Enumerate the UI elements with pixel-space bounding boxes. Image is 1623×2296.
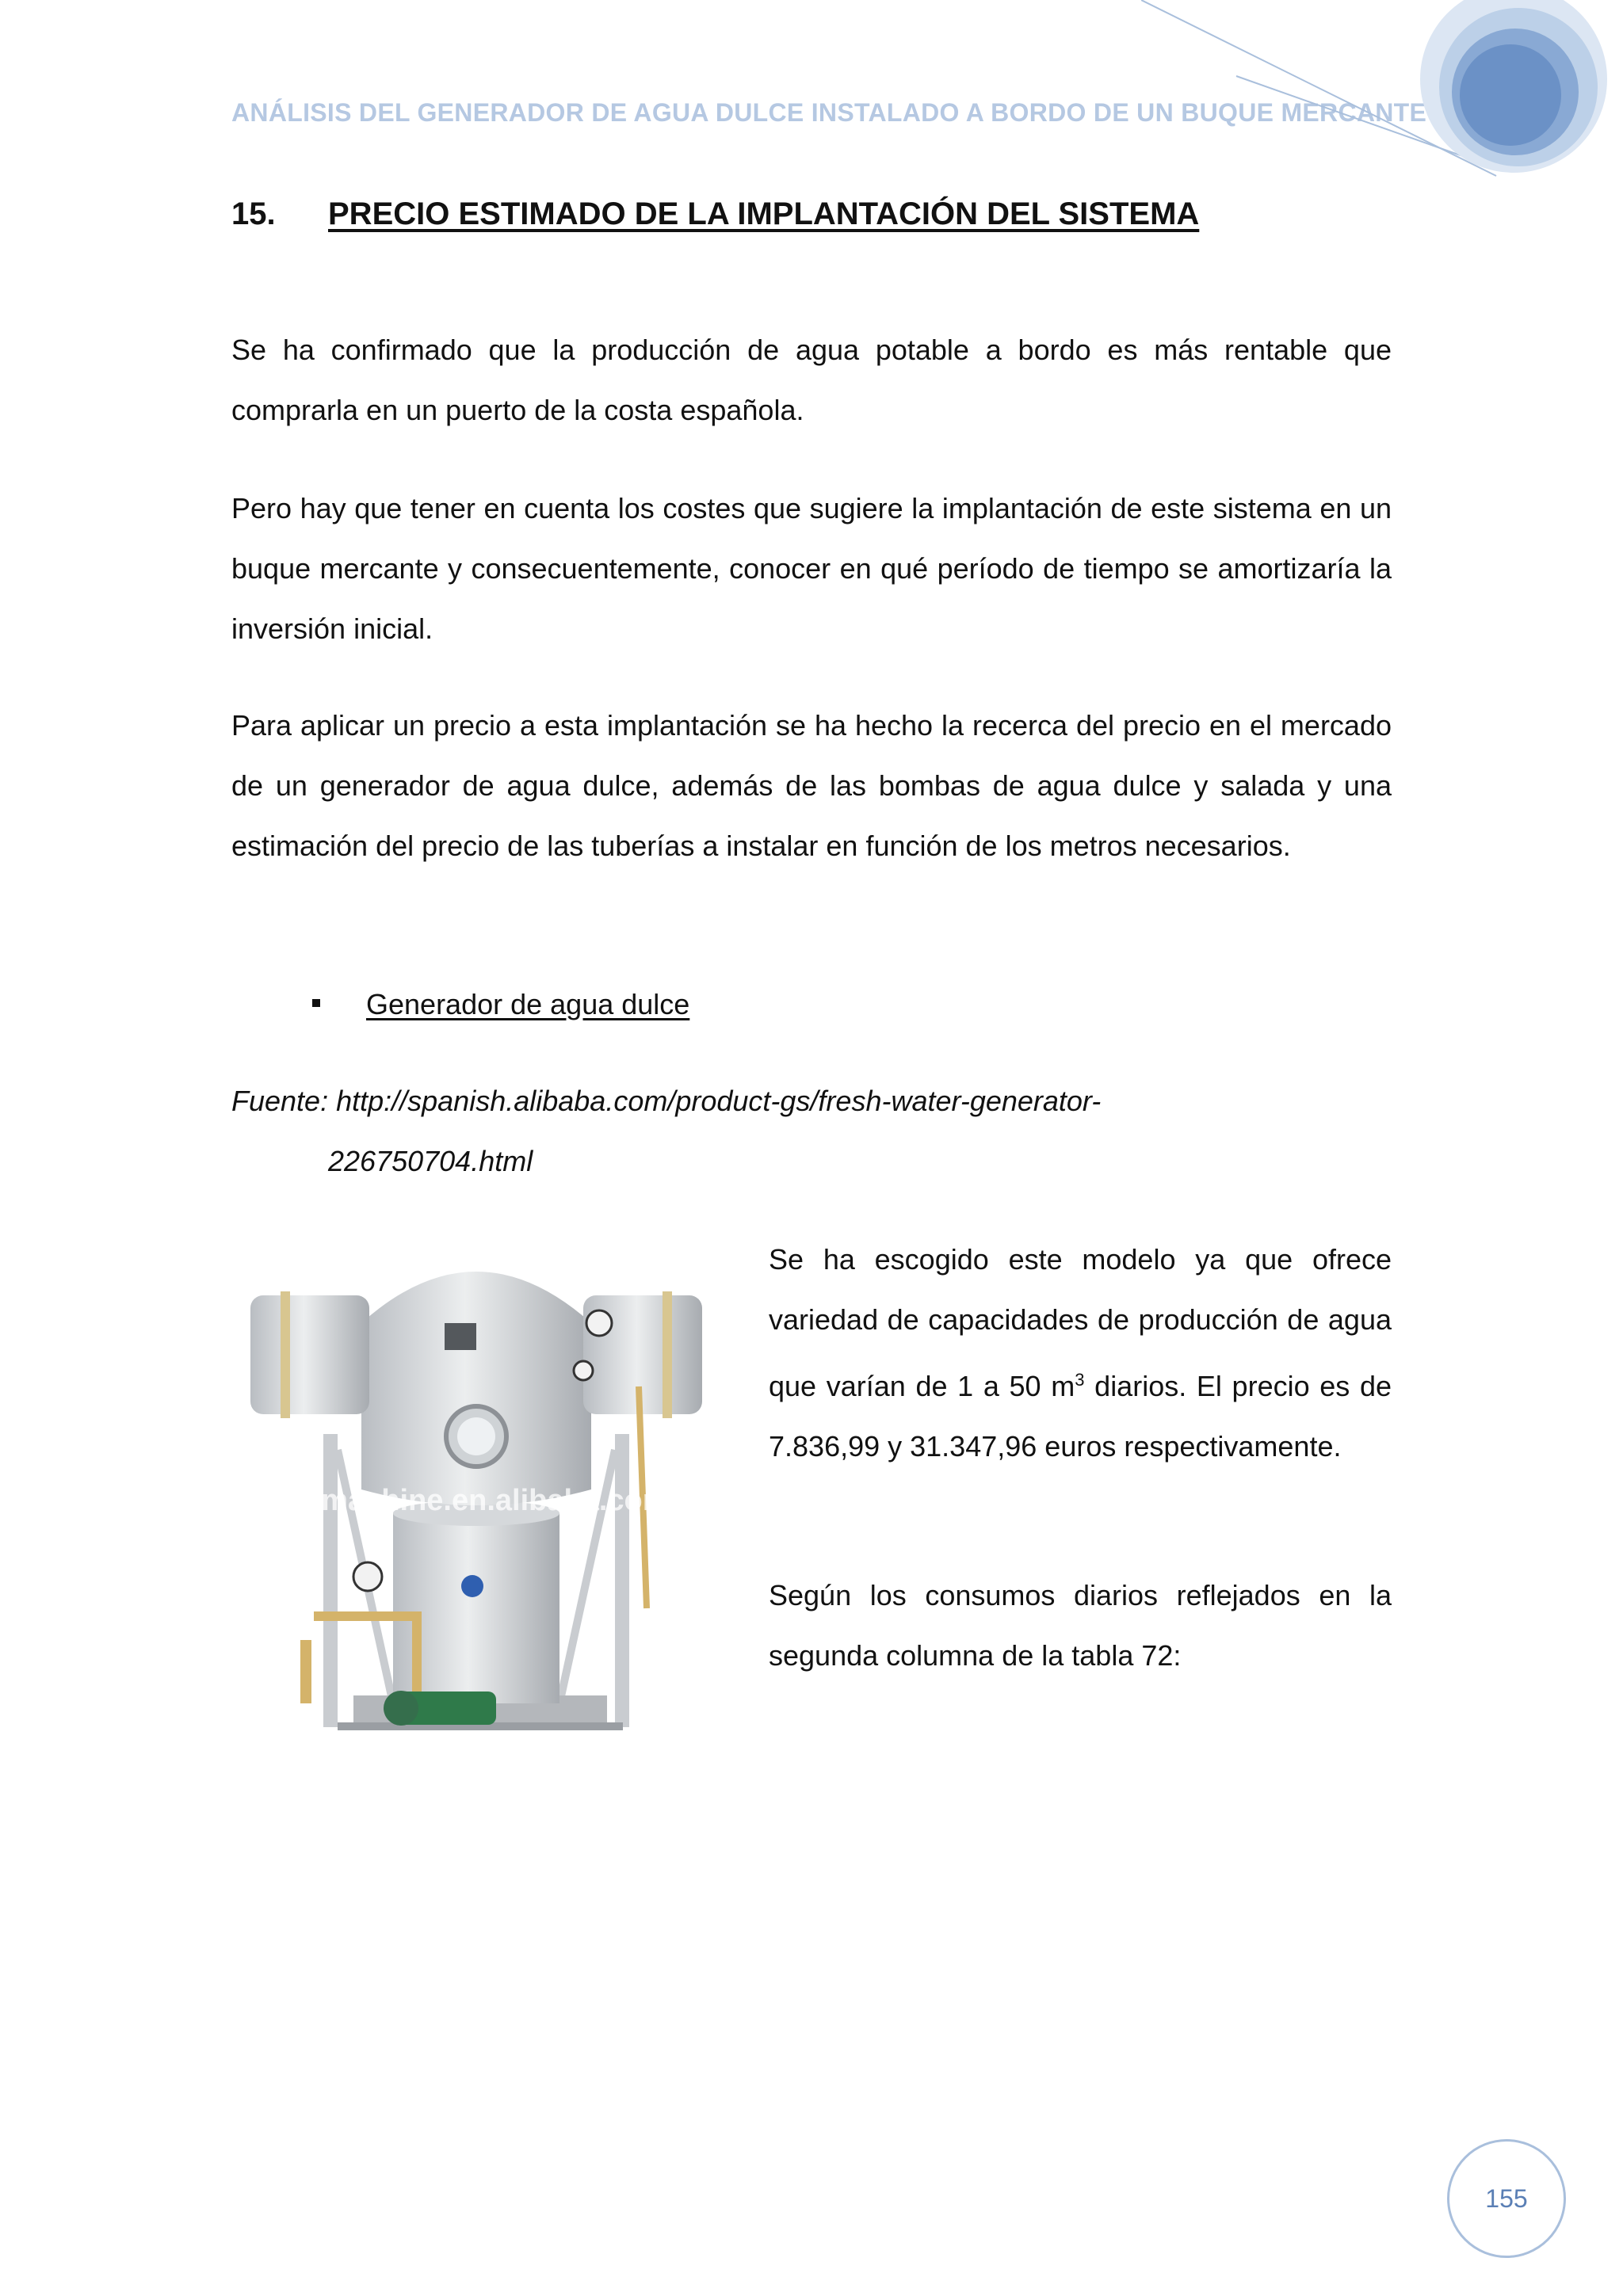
side-paragraph-1 bbox=[769, 1230, 1392, 1477]
section-title: PRECIO ESTIMADO DE LA IMPLANTACIÓN DEL SISTEMA bbox=[328, 196, 1200, 231]
side-paragraph-1-part-2: diarios. El precio es de 7.836,99 y 31.347,96 euros respectivamente. bbox=[769, 1370, 1392, 1463]
source-line-1: Fuente: http://spanish.alibaba.com/product-gs/fresh-water-generator- bbox=[231, 1085, 1102, 1117]
superscript-3: 3 bbox=[1075, 1370, 1085, 1390]
paragraph-1: Se ha confirmado que la producción de agua potable a bordo es más rentable que comprarla en un puerto de la costa española. bbox=[231, 334, 1392, 426]
source-line-2: 226750704.html bbox=[328, 1145, 533, 1177]
page-number-badge bbox=[1447, 2139, 1566, 2258]
paragraph-3: Para aplicar un precio a esta implantación se ha hecho la recerca del precio en el mercado de un generador de agua dulce, además de las bombas de agua dulce y salada y una estimación del precio de las tuberías a instalar en función de los metros necesarios. bbox=[231, 709, 1392, 862]
section-number: 15. bbox=[231, 196, 276, 231]
square-bullet-icon bbox=[312, 999, 320, 1007]
fresh-water-generator-image bbox=[235, 1228, 726, 1759]
side-paragraph-2: Según los consumos diarios reflejados en la segunda columna de la tabla 72: bbox=[769, 1579, 1392, 1672]
running-header: ANÁLISIS DEL GENERADOR DE AGUA DULCE INSTALADO A BORDO DE UN BUQUE MERCANTE bbox=[231, 98, 1427, 127]
bullet-item bbox=[312, 974, 689, 1035]
bullet-label: Generador de agua dulce bbox=[366, 988, 690, 1020]
source-citation bbox=[231, 1071, 1420, 1192]
section-heading bbox=[231, 196, 1199, 232]
paragraph-2: Pero hay que tener en cuenta los costes que sugiere la implantación de este sistema en un buque mercante y consecuentemente, conocer en qué período de tiempo se amortizaría la inversión inicial. bbox=[231, 492, 1392, 645]
page-number: 155 bbox=[1485, 2183, 1528, 2213]
side-paragraph-1-part-1: Se ha escogido este modelo ya que ofrece variedad de capacidades de producción de agua que varían de 1 a 50 m bbox=[769, 1243, 1392, 1402]
image-watermark: langemachine.en.alibaba.com bbox=[242, 1484, 670, 1517]
header-decoration bbox=[1141, 0, 1623, 206]
